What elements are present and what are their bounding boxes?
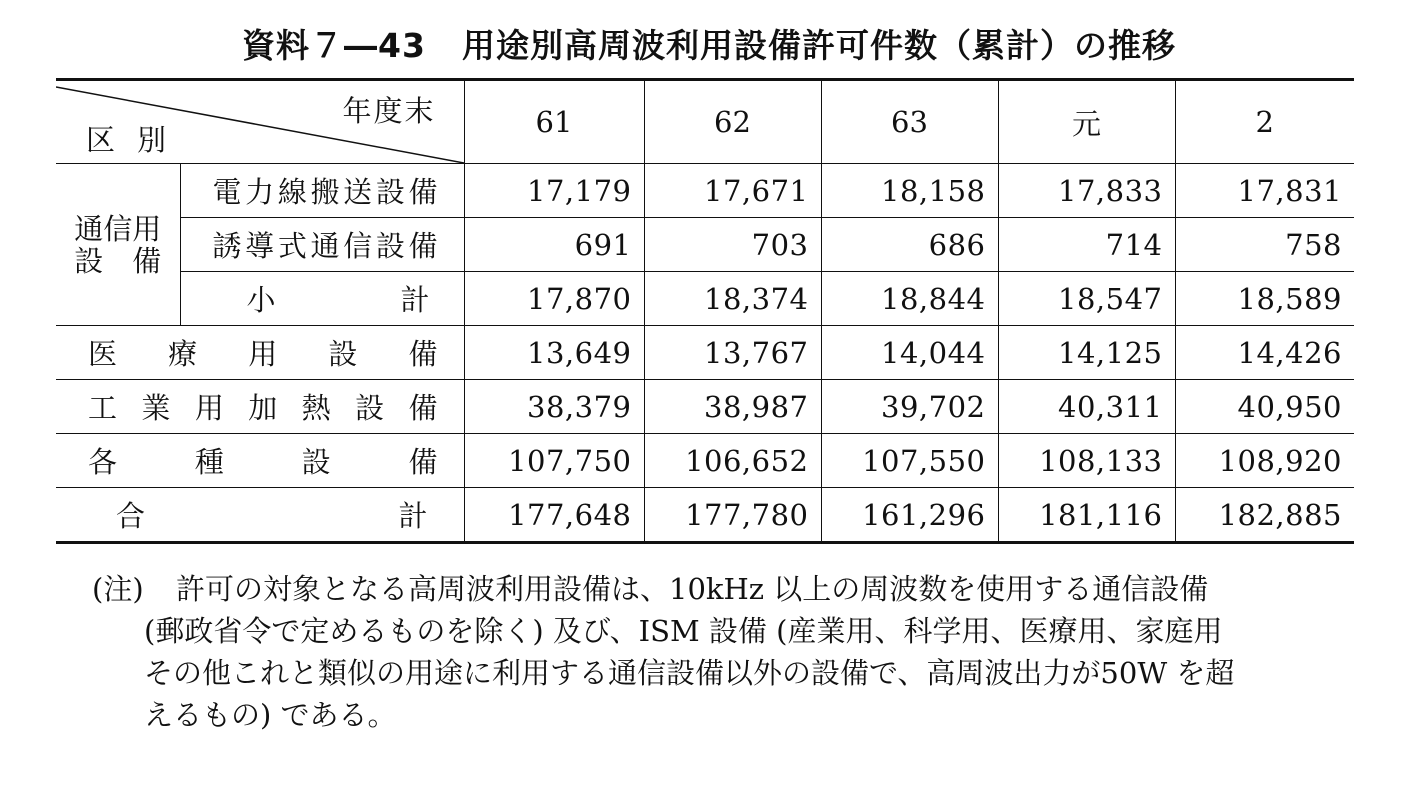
year-header: 2 xyxy=(1175,80,1354,164)
value-cell: 106,652 xyxy=(644,434,821,488)
row-label: 各種設備 xyxy=(56,434,464,488)
value-cell: 13,767 xyxy=(644,326,821,380)
row-label: 合計 xyxy=(56,488,464,543)
stats-table xyxy=(56,78,1354,544)
footnote-line: (郵政省令で定めるものを除く) 及び、ISM 設備 (産業用、科学用、医療用、家庭用 xyxy=(144,614,1223,648)
value-cell: 17,179 xyxy=(464,164,644,218)
value-cell: 18,589 xyxy=(1175,272,1354,326)
value-cell: 714 xyxy=(998,218,1175,272)
value-cell: 108,920 xyxy=(1175,434,1354,488)
group-label-line: 設 備 xyxy=(74,243,162,278)
year-header: 61 xyxy=(464,80,644,164)
table-row xyxy=(56,434,1354,488)
year-header: 63 xyxy=(821,80,998,164)
value-cell: 38,987 xyxy=(644,380,821,434)
value-cell: 18,547 xyxy=(998,272,1175,326)
value-cell: 161,296 xyxy=(821,488,998,543)
table-row xyxy=(56,164,1354,218)
value-cell: 17,833 xyxy=(998,164,1175,218)
value-cell: 14,044 xyxy=(821,326,998,380)
footnote-line: 許可の対象となる高周波利用設備は、10kHz 以上の周波数を使用する通信設備 xyxy=(176,572,1209,606)
title-text: 用途別高周波利用設備許可件数（累計）の推移 xyxy=(461,26,1176,65)
group-label-cell xyxy=(56,164,180,326)
value-cell: 691 xyxy=(464,218,644,272)
value-cell: 703 xyxy=(644,218,821,272)
value-cell: 17,831 xyxy=(1175,164,1354,218)
value-cell: 14,125 xyxy=(998,326,1175,380)
value-cell: 177,648 xyxy=(464,488,644,543)
value-cell: 182,885 xyxy=(1175,488,1354,543)
corner-bottom-label: 区別 xyxy=(86,123,189,157)
corner-cell xyxy=(56,80,464,164)
footnote-line: えるもの) である。 xyxy=(144,698,397,732)
value-cell: 39,702 xyxy=(821,380,998,434)
value-cell: 107,550 xyxy=(821,434,998,488)
row-label: 誘導式通信設備 xyxy=(180,218,464,272)
value-cell: 177,780 xyxy=(644,488,821,543)
document-title xyxy=(0,20,1418,67)
value-cell: 14,426 xyxy=(1175,326,1354,380)
group-label-line: 通信用 xyxy=(74,211,162,246)
table-row xyxy=(56,326,1354,380)
row-label: 電力線搬送設備 xyxy=(180,164,464,218)
row-label: 医療用設備 xyxy=(56,326,464,380)
row-label: 工業用加熱設備 xyxy=(56,380,464,434)
value-cell: 18,374 xyxy=(644,272,821,326)
value-cell: 17,671 xyxy=(644,164,821,218)
value-cell: 40,950 xyxy=(1175,380,1354,434)
title-label: 資料７―43 xyxy=(242,26,426,65)
year-header: 元 xyxy=(998,80,1175,164)
value-cell: 108,133 xyxy=(998,434,1175,488)
value-cell: 40,311 xyxy=(998,380,1175,434)
header-row xyxy=(56,80,1354,164)
footnote-line: その他これと類似の用途に利用する通信設備以外の設備で、高周波出力が50W を超 xyxy=(144,656,1235,690)
value-cell: 686 xyxy=(821,218,998,272)
row-label: 小計 xyxy=(180,272,464,326)
corner-top-label: 年度末 xyxy=(342,94,436,128)
footnote-text xyxy=(144,568,1356,736)
value-cell: 38,379 xyxy=(464,380,644,434)
value-cell: 18,158 xyxy=(821,164,998,218)
value-cell: 18,844 xyxy=(821,272,998,326)
value-cell: 758 xyxy=(1175,218,1354,272)
year-header: 62 xyxy=(644,80,821,164)
value-cell: 17,870 xyxy=(464,272,644,326)
table-row xyxy=(56,488,1354,543)
value-cell: 107,750 xyxy=(464,434,644,488)
table-row xyxy=(56,380,1354,434)
value-cell: 181,116 xyxy=(998,488,1175,543)
value-cell: 13,649 xyxy=(464,326,644,380)
table-row xyxy=(56,218,1354,272)
footnote-label: (注) xyxy=(92,572,144,606)
table-row xyxy=(56,272,1354,326)
